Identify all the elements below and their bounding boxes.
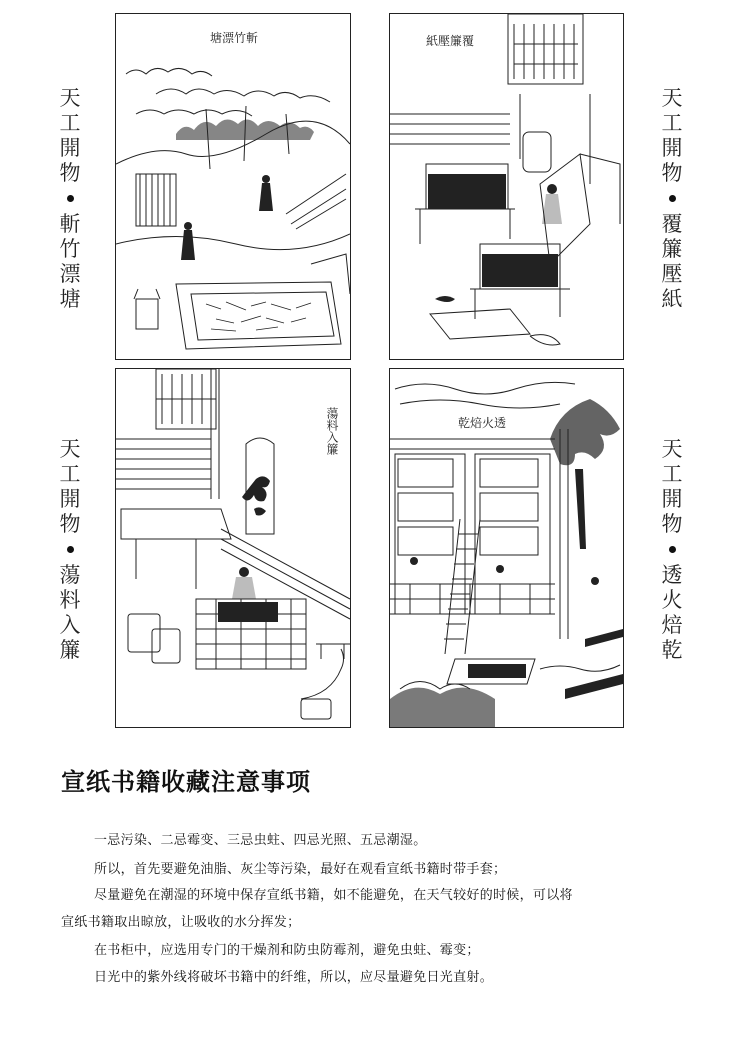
title-char: 焙: [661, 613, 683, 637]
title-char: 斬: [59, 212, 81, 236]
panel-caption: 蕩料入簾: [325, 407, 339, 455]
title-char: 入: [59, 613, 81, 637]
series-char: 物: [661, 512, 683, 536]
panel-caption: 塘漂竹斬: [209, 31, 259, 45]
separator-dot: [669, 195, 676, 202]
title-char: 覆: [661, 212, 683, 236]
series-char: 物: [59, 161, 81, 185]
title-char: 透: [661, 563, 683, 587]
series-char: 開: [661, 487, 683, 511]
series-char: 天: [59, 86, 81, 110]
article-line: 一忌污染、二忌霉变、三忌虫蛀、四忌光照、五忌潮湿。: [94, 833, 427, 848]
title-char: 塘: [59, 287, 81, 311]
article-line: 宣纸书籍取出晾放，让吸收的水分挥发；: [61, 915, 301, 930]
article-title: 宣纸书籍收藏注意事项: [61, 768, 311, 796]
separator-dot: [67, 195, 74, 202]
series-char: 物: [59, 512, 81, 536]
title-char: 漂: [59, 262, 81, 286]
series-char: 工: [59, 462, 81, 486]
woodblock-illustration: [390, 369, 623, 727]
illustration-panel-cutting-bamboo: [115, 13, 351, 360]
article-line: 尽量避免在潮湿的环境中保存宣纸书籍，如不能避免，在天气较好的时候，可以将: [94, 888, 573, 903]
label-top-left: [55, 86, 85, 312]
title-char: 壓: [661, 262, 683, 286]
title-char: 簾: [59, 638, 81, 662]
panel-caption: 紙壓簾覆: [425, 34, 475, 48]
series-char: 物: [661, 161, 683, 185]
series-char: 天: [661, 437, 683, 461]
title-char: 乾: [661, 638, 683, 662]
title-char: 火: [661, 588, 683, 612]
series-char: 工: [59, 111, 81, 135]
series-char: 開: [59, 487, 81, 511]
woodblock-illustration: [116, 369, 350, 727]
article-line: 在书柜中，应选用专门的干燥剂和防虫防霉剂，避免虫蛀、霉变；: [94, 943, 480, 958]
panel-caption: 乾焙火透: [457, 416, 507, 430]
woodblock-illustration: [390, 14, 623, 359]
series-char: 工: [661, 111, 683, 135]
series-char: 工: [661, 462, 683, 486]
illustration-panel-pressing-paper: [389, 13, 624, 360]
label-top-right: [657, 86, 687, 312]
series-char: 天: [59, 437, 81, 461]
title-char: 蕩: [59, 563, 81, 587]
article-line: 日光中的紫外线将破坏书籍中的纤维，所以，应尽量避免日光直射。: [94, 970, 494, 985]
separator-dot: [67, 546, 74, 553]
title-char: 簾: [661, 237, 683, 261]
illustration-panel-scooping-pulp: [115, 368, 351, 728]
title-char: 紙: [661, 287, 683, 311]
label-bottom-right: [657, 437, 687, 663]
series-char: 天: [661, 86, 683, 110]
title-char: 竹: [59, 237, 81, 261]
article-line: 所以，首先要避免油脂、灰尘等污染，最好在观看宣纸书籍时带手套；: [94, 862, 507, 877]
woodblock-illustration: [116, 14, 350, 359]
series-char: 開: [661, 136, 683, 160]
series-char: 開: [59, 136, 81, 160]
separator-dot: [669, 546, 676, 553]
title-char: 料: [59, 588, 81, 612]
label-bottom-left: [55, 437, 85, 663]
illustration-panel-drying: [389, 368, 624, 728]
